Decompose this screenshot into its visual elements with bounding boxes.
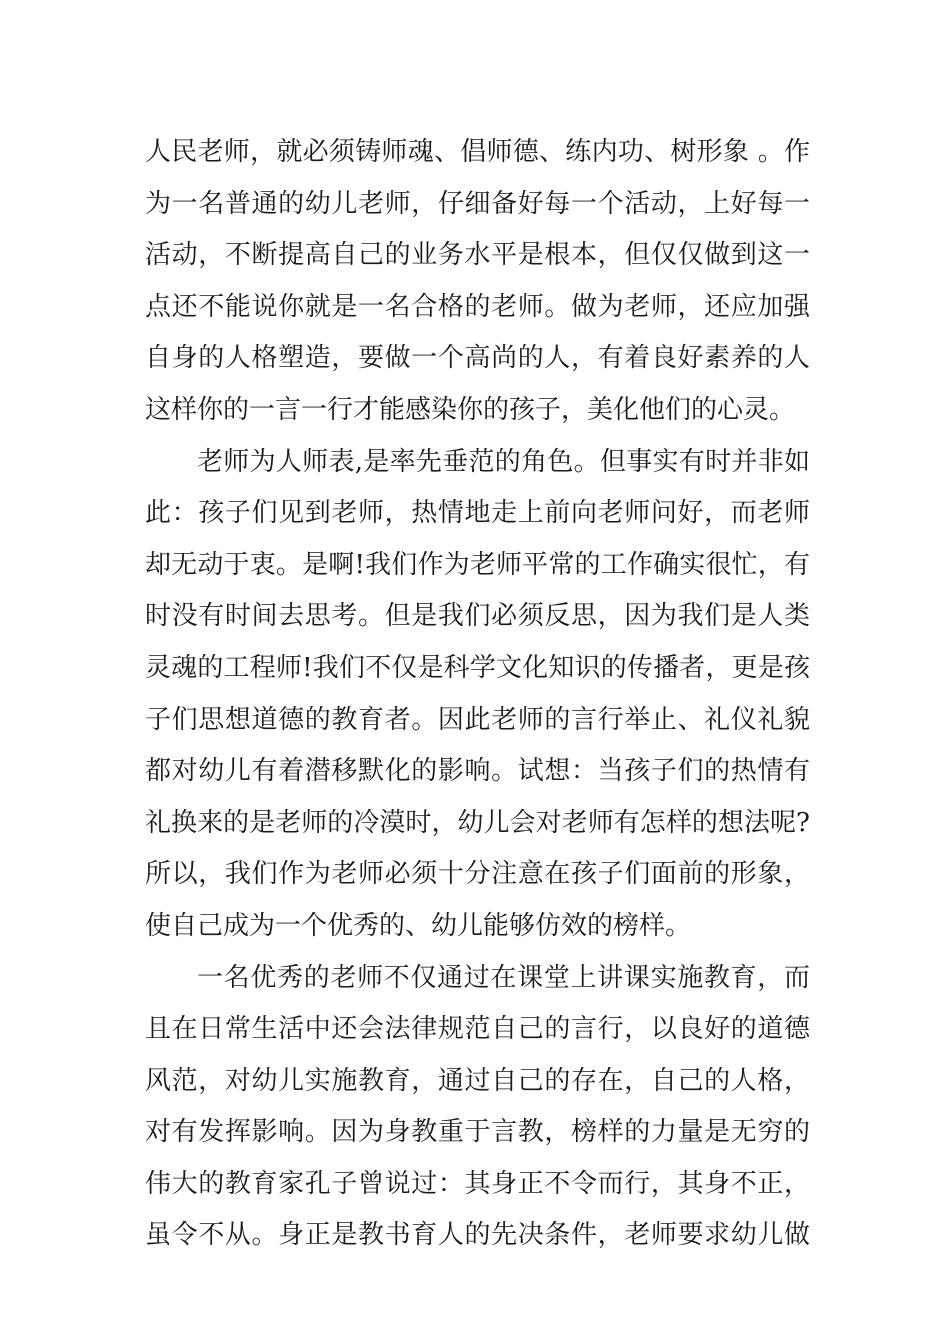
text-line: 使自己成为一个优秀的、幼儿能够仿效的榜样。 xyxy=(145,910,692,941)
text-line: 此：孩子们见到老师，热情地走上前向老师问好，而老师 xyxy=(145,498,810,529)
text-line: 且在日常生活中还会法律规范自己的言行，以良好的道德 xyxy=(145,1014,810,1045)
text-line: 却无动于衷。是啊!我们作为老师平常的工作确实很忙，有 xyxy=(145,549,810,580)
body-text xyxy=(145,127,810,1262)
text-line: 都对幼儿有着潜移默化的影响。试想：当孩子们的热情有 xyxy=(145,756,810,787)
text-line: 活动，不断提高自己的业务水平是根本，但仅仅做到这一 xyxy=(145,240,810,271)
text-line: 灵魂的工程师!我们不仅是科学文化知识的传播者，更是孩 xyxy=(145,652,810,683)
text-line: 所以，我们作为老师必须十分注意在孩子们面前的形象， xyxy=(145,859,810,890)
text-line: 一名优秀的老师不仅通过在课堂上讲课实施教育，而 xyxy=(197,962,810,993)
text-line: 点还不能说你就是一名合格的老师。做为老师，还应加强 xyxy=(145,291,810,322)
text-line: 虽令不从。身正是教书育人的先决条件，老师要求幼儿做 xyxy=(145,1220,810,1251)
text-line: 这样你的一言一行才能感染你的孩子，美化他们的心灵。 xyxy=(145,394,796,425)
text-line: 自身的人格塑造，要做一个高尚的人，有着良好素养的人 xyxy=(145,343,810,374)
text-line: 礼换来的是老师的冷漠时，幼儿会对老师有怎样的想法呢? xyxy=(145,807,810,838)
text-line: 时没有时间去思考。但是我们必须反思，因为我们是人类 xyxy=(145,601,810,632)
text-line: 风范，对幼儿实施教育，通过自己的存在，自己的人格， xyxy=(145,1065,810,1096)
text-line: 伟大的教育家孔子曾说过：其身正不令而行，其身不正， xyxy=(145,1168,810,1199)
text-line: 老师为人师表,是率先垂范的角色。但事实有时并非如 xyxy=(197,446,810,477)
text-line: 人民老师，就必须铸师魂、倡师德、练内功、树形象 。作 xyxy=(145,137,810,167)
text-line: 子们思想道德的教育者。因此老师的言行举止、礼仪礼貌 xyxy=(145,704,810,735)
text-line: 为一名普通的幼儿老师，仔细备好每一个活动，上好每一 xyxy=(145,188,810,219)
text-line: 对有发挥影响。因为身教重于言教，榜样的力量是无穷的 xyxy=(145,1117,810,1148)
